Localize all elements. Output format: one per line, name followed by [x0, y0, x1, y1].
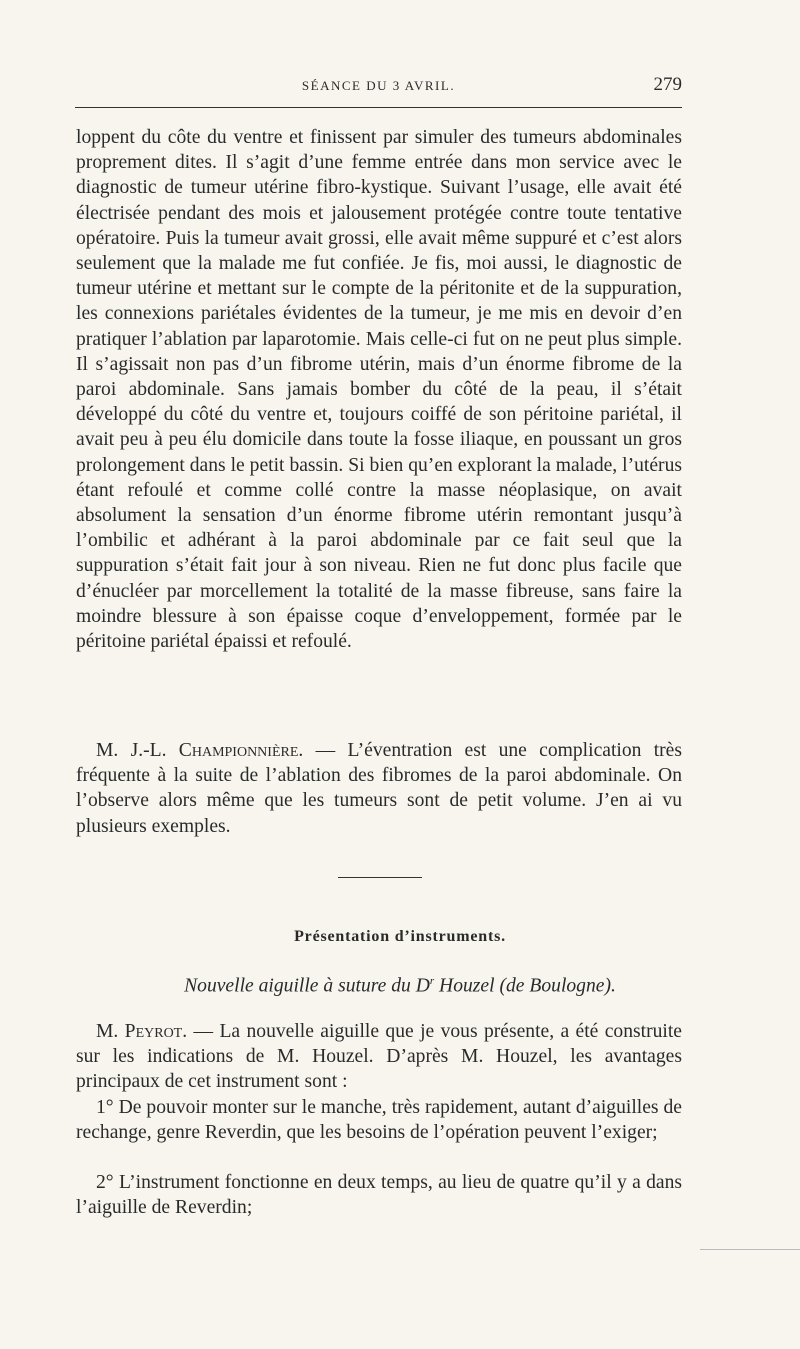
list-item-1: [76, 1095, 682, 1145]
paragraph-body: [76, 1019, 682, 1095]
paragraph-text: loppent du côte du ventre et finissent par simuler des tumeurs abdominales proprement dites. Il s’agit d’une femme entrée dans mon service avec le diagnostic de tumeur utérine fibro-kystique. Suivant l’usage, elle avait été électrisée pendant des mois et jalousement protégée contre toute tentative opératoire. Puis la tumeur avait grossi, elle avait même suppuré et c’est alors seulement que la malade me fut confiée. Je fis, moi aussi, le diagnostic de tumeur utérine et mettant sur le compte de la péritonite et de la suppuration, les connexions pariétales évidentes de la tumeur, je me mis en devoir d’en pratiquer l’ablation par laparotomie. Mais celle-ci fut on ne peut plus simple. Il s’agissait non pas d’un fibrome utérin, mais d’un énorme fibrome de la paroi abdominale. Sans jamais bomber du côté de la peau, il s’était développé du côté du ventre et, toujours coiffé de son péritoine pariétal, il avait peu à peu élu domicile dans toute la fosse iliaque, en poussant un gros prolongement dans le petit bassin. Si bien qu’en explorant la malade, l’utérus étant refoulé et comme collé contre la masse néoplasique, on avait absolument la sensation d’un énorme fibrome utérin remontant jusqu’à l’ombilic et adhérant à la paroi abdominale par ce fait seul que la suppuration s’était fait jour à son niveau. Rien ne fut donc plus facile que d’énucléer par morcellement la totalité de la masse fibreuse, sans faire la moindre blessure à son épaisse coque d’enveloppement, formée par le péritoine pariétal épaissi et refoulé.: [76, 127, 682, 653]
speaker-remark: — La nouvelle aiguille que je vous présente, a été construite sur les indications de M. Houzel. D’après M. Houzel, les avantages principaux de cet instrument sont :: [76, 1021, 682, 1093]
paragraph-body: [76, 738, 682, 839]
list-item-2: [76, 1170, 682, 1220]
speaker-name: M. Peyrot.: [96, 1021, 188, 1042]
page-number: 279: [653, 74, 682, 95]
section-title: Présentation d’instruments.: [294, 928, 506, 945]
speaker-remark: — L’éventration est une complication très fréquente à la suite de l’ablation des fibromes de la paroi abdominale. On l’observe alors même que les tumeurs sont de petit volume. J’en ai vu plusieurs exemples.: [76, 740, 683, 837]
subtitle-superscript: r: [429, 975, 435, 987]
running-title: SÉANCE DU 3 AVRIL.: [301, 78, 456, 93]
section-subtitle: [0, 975, 800, 998]
scan-edge-line: [700, 1249, 800, 1250]
running-head: [75, 74, 682, 98]
list-item-text: 1° De pouvoir monter sur le manche, très rapidement, autant d’aiguilles de rechange, genre Reverdin, que les besoins de l’opération peuvent l’exiger;: [76, 1097, 682, 1144]
subtitle-part-2: Houzel (de Boulogne).: [434, 975, 616, 997]
paragraph-championniere: [76, 738, 682, 839]
header-rule: [75, 107, 682, 108]
paragraph-peyrot: [76, 1019, 682, 1095]
list-item-text: 2° L’instrument fonctionne en deux temps, au lieu de quatre qu’il y a dans l’aiguille de Reverdin;: [76, 1172, 682, 1219]
paragraph-continuation: [76, 125, 682, 654]
section-separator: [338, 877, 422, 878]
speaker-name: M. J.-L. Championnière.: [96, 740, 304, 761]
subtitle-part-1: Nouvelle aiguille à suture du D: [184, 975, 430, 997]
